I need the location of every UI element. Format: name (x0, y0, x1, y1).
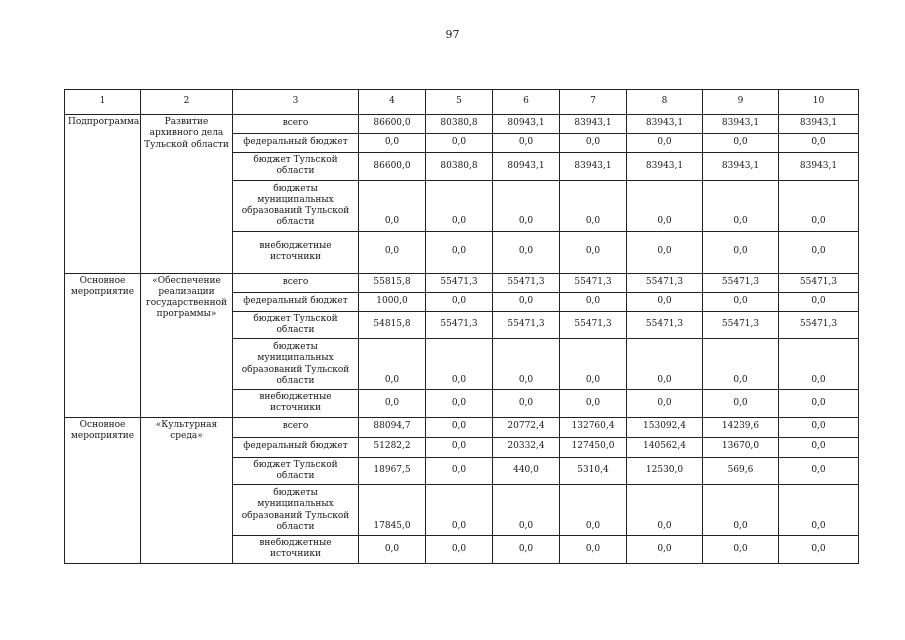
funding-source-label: всего (233, 273, 359, 292)
funding-source-label: всего (233, 115, 359, 134)
value-cell: 0,0 (359, 390, 426, 418)
value-cell: 55471,3 (426, 311, 493, 339)
funding-source-label: бюджеты муниципальных образований Тульской области (233, 180, 359, 231)
value-cell: 0,0 (426, 231, 493, 273)
value-cell: 0,0 (627, 180, 703, 231)
value-cell: 0,0 (779, 180, 859, 231)
value-cell: 0,0 (426, 536, 493, 564)
value-cell: 0,0 (779, 390, 859, 418)
value-cell: 0,0 (627, 536, 703, 564)
value-cell: 55471,3 (426, 273, 493, 292)
value-cell: 132760,4 (560, 417, 627, 437)
value-cell: 55471,3 (779, 273, 859, 292)
value-cell: 83943,1 (779, 153, 859, 181)
value-cell: 83943,1 (627, 153, 703, 181)
value-cell: 0,0 (627, 485, 703, 536)
value-cell: 0,0 (703, 180, 779, 231)
value-cell: 0,0 (703, 231, 779, 273)
value-cell: 0,0 (627, 231, 703, 273)
value-cell: 0,0 (560, 536, 627, 564)
value-cell: 5310,4 (560, 457, 627, 485)
value-cell: 1000,0 (359, 292, 426, 311)
value-cell: 20772,4 (493, 417, 560, 437)
header-cell: 1 (65, 90, 141, 115)
value-cell: 55471,3 (703, 273, 779, 292)
value-cell: 0,0 (493, 180, 560, 231)
value-cell: 0,0 (493, 390, 560, 418)
row-group-title: «Обеспечение реализации государственной программы» (141, 273, 233, 417)
value-cell: 0,0 (493, 339, 560, 390)
value-cell: 0,0 (779, 457, 859, 485)
value-cell: 0,0 (560, 292, 627, 311)
table-row (65, 417, 859, 437)
value-cell: 0,0 (560, 485, 627, 536)
value-cell: 0,0 (426, 390, 493, 418)
table-row (65, 115, 859, 134)
value-cell: 0,0 (426, 339, 493, 390)
value-cell: 51282,2 (359, 437, 426, 457)
page-number: 97 (445, 28, 460, 41)
value-cell: 0,0 (627, 292, 703, 311)
value-cell: 0,0 (426, 417, 493, 437)
funding-source-label: внебюджетные источники (233, 536, 359, 564)
funding-source-label: федеральный бюджет (233, 437, 359, 457)
header-cell: 2 (141, 90, 233, 115)
value-cell: 0,0 (779, 536, 859, 564)
value-cell: 0,0 (703, 339, 779, 390)
value-cell: 140562,4 (627, 437, 703, 457)
value-cell: 80943,1 (493, 153, 560, 181)
value-cell: 0,0 (627, 134, 703, 153)
value-cell: 17845,0 (359, 485, 426, 536)
value-cell: 13670,0 (703, 437, 779, 457)
funding-source-label: бюджеты муниципальных образований Тульской области (233, 339, 359, 390)
funding-source-label: внебюджетные источники (233, 231, 359, 273)
header-cell: 7 (560, 90, 627, 115)
value-cell: 569,6 (703, 457, 779, 485)
header-cell: 3 (233, 90, 359, 115)
value-cell: 55471,3 (560, 311, 627, 339)
value-cell: 0,0 (560, 231, 627, 273)
value-cell: 0,0 (627, 390, 703, 418)
value-cell: 12530,0 (627, 457, 703, 485)
funding-source-label: бюджет Тульской области (233, 311, 359, 339)
header-row (65, 90, 859, 115)
value-cell: 0,0 (703, 292, 779, 311)
value-cell: 0,0 (703, 134, 779, 153)
row-group-type: Основное мероприятие (65, 273, 141, 417)
value-cell: 86600,0 (359, 153, 426, 181)
value-cell: 127450,0 (560, 437, 627, 457)
value-cell: 55471,3 (560, 273, 627, 292)
value-cell: 0,0 (426, 437, 493, 457)
value-cell: 0,0 (426, 134, 493, 153)
header-cell: 5 (426, 90, 493, 115)
value-cell: 55815,8 (359, 273, 426, 292)
value-cell: 0,0 (359, 339, 426, 390)
value-cell: 80380,8 (426, 153, 493, 181)
value-cell: 0,0 (560, 134, 627, 153)
budget-table (64, 89, 859, 564)
value-cell: 0,0 (627, 339, 703, 390)
header-cell: 4 (359, 90, 426, 115)
value-cell: 83943,1 (560, 115, 627, 134)
value-cell: 0,0 (426, 180, 493, 231)
value-cell: 20332,4 (493, 437, 560, 457)
funding-source-label: внебюджетные источники (233, 390, 359, 418)
value-cell: 0,0 (493, 292, 560, 311)
value-cell: 83943,1 (703, 115, 779, 134)
funding-source-label: федеральный бюджет (233, 134, 359, 153)
value-cell: 0,0 (493, 134, 560, 153)
header-cell: 8 (627, 90, 703, 115)
funding-source-label: бюджет Тульской области (233, 153, 359, 181)
value-cell: 440,0 (493, 457, 560, 485)
value-cell: 0,0 (703, 390, 779, 418)
value-cell: 0,0 (426, 485, 493, 536)
table-row (65, 273, 859, 292)
header-cell: 6 (493, 90, 560, 115)
value-cell: 0,0 (779, 231, 859, 273)
value-cell: 14239,6 (703, 417, 779, 437)
value-cell: 80380,8 (426, 115, 493, 134)
funding-source-label: федеральный бюджет (233, 292, 359, 311)
header-cell: 9 (703, 90, 779, 115)
header-cell: 10 (779, 90, 859, 115)
value-cell: 0,0 (493, 536, 560, 564)
value-cell: 55471,3 (627, 311, 703, 339)
value-cell: 0,0 (560, 339, 627, 390)
value-cell: 88094,7 (359, 417, 426, 437)
value-cell: 55471,3 (493, 273, 560, 292)
value-cell: 86600,0 (359, 115, 426, 134)
row-group-title: «Культурная среда» (141, 417, 233, 563)
value-cell: 0,0 (560, 180, 627, 231)
value-cell: 0,0 (359, 231, 426, 273)
funding-source-label: бюджет Тульской области (233, 457, 359, 485)
value-cell: 0,0 (779, 134, 859, 153)
value-cell: 0,0 (779, 485, 859, 536)
value-cell: 0,0 (493, 231, 560, 273)
value-cell: 0,0 (779, 339, 859, 390)
value-cell: 83943,1 (779, 115, 859, 134)
value-cell: 0,0 (359, 134, 426, 153)
value-cell: 0,0 (359, 180, 426, 231)
value-cell: 55471,3 (627, 273, 703, 292)
value-cell: 55471,3 (703, 311, 779, 339)
value-cell: 55471,3 (493, 311, 560, 339)
funding-source-label: всего (233, 417, 359, 437)
row-group-type: Подпрограмма (65, 115, 141, 274)
value-cell: 0,0 (779, 417, 859, 437)
value-cell: 0,0 (426, 292, 493, 311)
row-group-type: Основное мероприятие (65, 417, 141, 563)
value-cell: 0,0 (779, 292, 859, 311)
value-cell: 0,0 (560, 390, 627, 418)
value-cell: 83943,1 (560, 153, 627, 181)
value-cell: 0,0 (493, 485, 560, 536)
value-cell: 80943,1 (493, 115, 560, 134)
funding-source-label: бюджеты муниципальных образований Тульской области (233, 485, 359, 536)
value-cell: 18967,5 (359, 457, 426, 485)
value-cell: 55471,3 (779, 311, 859, 339)
value-cell: 153092,4 (627, 417, 703, 437)
value-cell: 0,0 (779, 437, 859, 457)
value-cell: 83943,1 (627, 115, 703, 134)
value-cell: 0,0 (426, 457, 493, 485)
value-cell: 83943,1 (703, 153, 779, 181)
row-group-title: Развитие архивного дела Тульской области (141, 115, 233, 274)
value-cell: 54815,8 (359, 311, 426, 339)
value-cell: 0,0 (359, 536, 426, 564)
value-cell: 0,0 (703, 536, 779, 564)
value-cell: 0,0 (703, 485, 779, 536)
